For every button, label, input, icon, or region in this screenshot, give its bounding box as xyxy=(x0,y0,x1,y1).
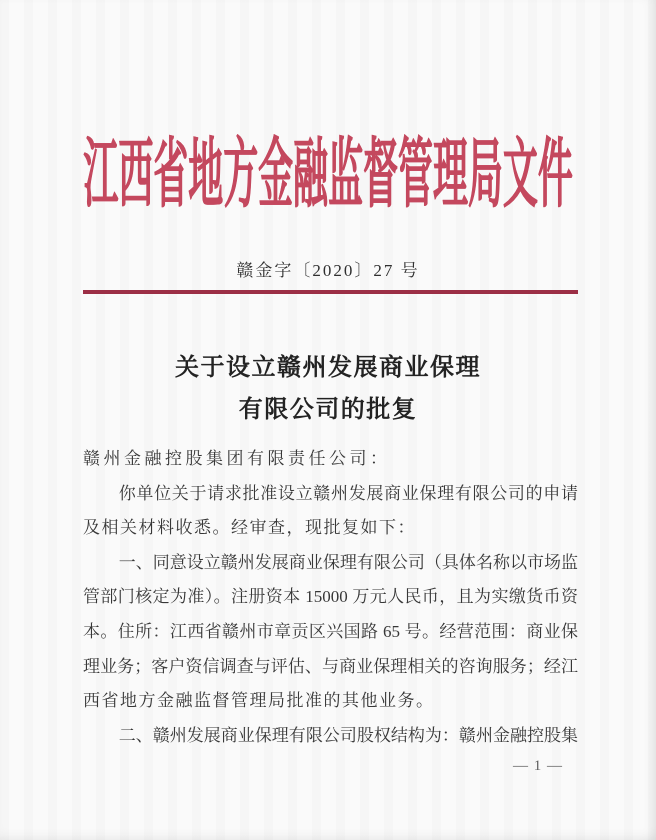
body-line: 及相关材料收悉。经审查，现批复如下： xyxy=(83,518,416,538)
body-line-salutation: 赣州金融控股集团有限责任公司： xyxy=(83,449,391,468)
body-line: 理业务；客户资信调查与评估、与商业保理相关的咨询服务；经江 xyxy=(83,656,578,676)
document-title-line-1: 关于设立赣州发展商业保理 xyxy=(175,355,481,381)
document-number: 赣金字〔2020〕27 号 xyxy=(236,261,420,280)
red-divider-line xyxy=(83,290,578,294)
body-line: 二、赣州发展商业保理有限公司股权结构为：赣州金融控股集 xyxy=(118,725,578,745)
body-line: 西省地方金融监督管理局批准的其他业务。 xyxy=(83,691,435,711)
document-title xyxy=(0,347,656,431)
body-line: 本。住所：江西省赣州市章贡区兴国路 65 号。经营范围：商业保 xyxy=(83,621,578,641)
document-title-line-2: 有限公司的批复 xyxy=(238,397,418,423)
page-number: — 1 — xyxy=(513,758,563,774)
body-line: 管部门核定为准）。注册资本 15000 万元人民币，且为实缴货币资 xyxy=(83,587,578,607)
body-line: 一、同意设立赣州发展商业保理有限公司（具体名称以市场监 xyxy=(118,552,578,572)
body-line: 你单位关于请求批准设立赣州发展商业保理有限公司的申请 xyxy=(118,483,578,503)
agency-header-title: 江西省地方金融监督管理局文件 xyxy=(83,133,573,217)
document-body xyxy=(83,442,578,753)
